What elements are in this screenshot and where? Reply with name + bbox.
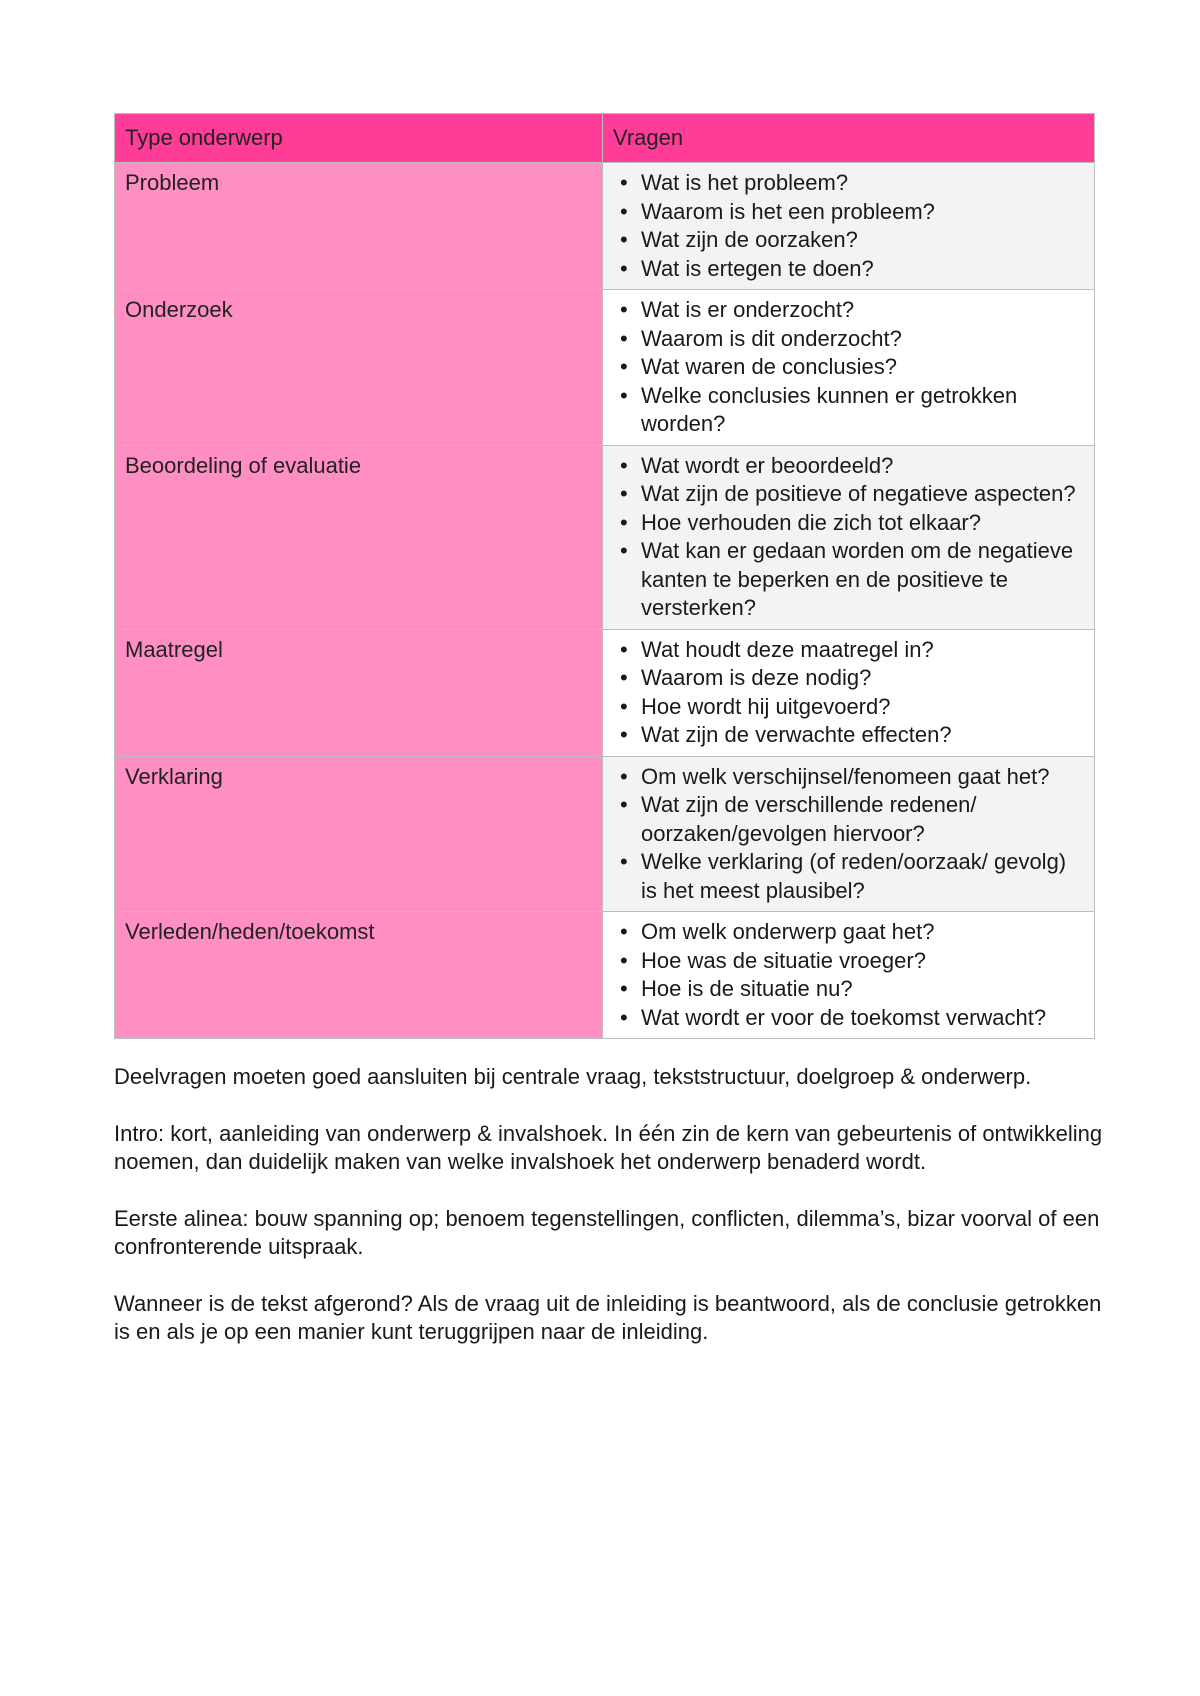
questions-cell [603,163,1095,290]
note-eerste-alinea: Eerste alinea: bouw spanning op; benoem tegenstellingen, conflicten, dilemma’s, bizar voorval of een confronterende uitspraak. [114,1205,1100,1259]
question-item: • Wat wordt er beoordeeld? [613,452,1084,481]
question-item: • Hoe is de situatie nu? [613,975,1084,1004]
question-item: • Wat zijn de verwachte effecten? [613,721,1084,750]
questions-cell [603,290,1095,446]
note-afronding: Wanneer is de tekst afgerond? Als de vraag uit de inleiding is beantwoord, als de conclusie getrokken is en als je op een manier kunt teruggrijpen naar de inleiding. [114,1290,1102,1344]
topic-type-cell: Verklaring [115,756,603,912]
question-item: • Om welk onderwerp gaat het? [613,918,1084,947]
header-type-onderwerp: Type onderwerp [115,114,603,163]
table-row [115,290,1095,446]
question-item: • Welke verklaring (of reden/oorzaak/ gevolg) is het meest plausibel? [613,848,1084,905]
table-row [115,756,1095,912]
topic-type-cell: Onderzoek [115,290,603,446]
question-item: • Hoe verhouden die zich tot elkaar? [613,509,1084,538]
notes-section [114,1063,1104,1347]
question-item: • Wat waren de conclusies? [613,353,1084,382]
question-list [613,918,1084,1032]
topic-type-cell: Probleem [115,163,603,290]
topic-type-cell: Maatregel [115,629,603,756]
header-vragen: Vragen [603,114,1095,163]
table-row [115,163,1095,290]
questions-cell [603,629,1095,756]
question-item: • Waarom is deze nodig? [613,664,1084,693]
table-row [115,629,1095,756]
question-item: • Wat zijn de positieve of negatieve aspecten? [613,480,1084,509]
topic-type-cell: Verleden/heden/toekomst [115,912,603,1039]
question-item: • Wat kan er gedaan worden om de negatieve kanten te beperken en de positieve te versterken? [613,537,1084,623]
question-item: • Hoe wordt hij uitgevoerd? [613,693,1084,722]
question-list [613,763,1084,906]
question-list [613,296,1084,439]
note-deelvragen: Deelvragen moeten goed aansluiten bij centrale vraag, tekststructuur, doelgroep & onderwerp. [114,1064,1032,1089]
questions-cell [603,756,1095,912]
table-row [115,445,1095,629]
question-list [613,636,1084,750]
question-list [613,452,1084,623]
question-item: • Wat is ertegen te doen? [613,255,1084,284]
questions-cell [603,912,1095,1039]
question-item: • Om welk verschijnsel/fenomeen gaat het? [613,763,1084,792]
question-item: • Waarom is dit onderzocht? [613,325,1084,354]
question-item: • Wat is het probleem? [613,169,1084,198]
table-header-row [115,114,1095,163]
question-item: • Wat zijn de oorzaken? [613,226,1084,255]
question-item: • Wat is er onderzocht? [613,296,1084,325]
table-row [115,912,1095,1039]
question-item: • Hoe was de situatie vroeger? [613,947,1084,976]
questions-cell [603,445,1095,629]
note-intro: Intro: kort, aanleiding van onderwerp & invalshoek. In één zin de kern van gebeurtenis of ontwikkeling noemen, dan duidelijk maken van welke invalshoek het onderwerp benaderd wordt. [114,1120,1103,1174]
document-page [114,113,1103,1375]
question-item: • Wat houdt deze maatregel in? [613,636,1084,665]
question-item: • Waarom is het een probleem? [613,198,1084,227]
topic-type-cell: Beoordeling of evaluatie [115,445,603,629]
question-item: • Welke conclusies kunnen er getrokken worden? [613,382,1084,439]
question-list [613,169,1084,283]
topic-questions-table [114,113,1095,1039]
table-body [115,163,1095,1039]
question-item: • Wat wordt er voor de toekomst verwacht? [613,1004,1084,1033]
question-item: • Wat zijn de verschillende redenen/ oorzaken/gevolgen hiervoor? [613,791,1084,848]
